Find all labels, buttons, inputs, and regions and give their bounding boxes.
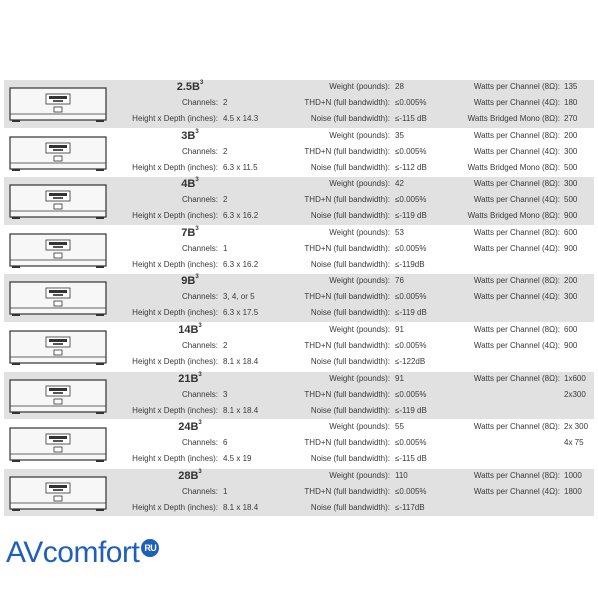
thd-label: THD+N (full bandwidth): xyxy=(304,146,390,156)
hxd-value: 6.3 x 16.2 xyxy=(223,259,259,269)
power-label: Watts per Channel (8Ω): xyxy=(473,82,560,91)
thd-value: ≤0.005% xyxy=(395,486,427,496)
channels-value: 6 xyxy=(223,438,228,448)
thd-label: THD+N (full bandwidth): xyxy=(304,438,390,448)
amplifier-front-image xyxy=(8,230,108,270)
noise-label: Noise (full bandwidth): xyxy=(310,356,390,366)
power-value: 1000 xyxy=(564,470,582,480)
power-value: 200 xyxy=(564,276,578,286)
channels-value: 1 xyxy=(223,243,228,253)
channels-value: 1 xyxy=(223,486,228,496)
power-value: 300 xyxy=(564,292,578,302)
weight-value: 42 xyxy=(395,179,404,189)
thd-label: THD+N (full bandwidth): xyxy=(304,195,390,205)
power-value: 600 xyxy=(564,227,578,237)
power-value: 135 xyxy=(564,82,578,91)
power-label: Watts per Channel (8Ω): xyxy=(473,130,560,140)
noise-label: Noise (full bandwidth): xyxy=(310,308,390,318)
model-name: $9B^3$ xyxy=(181,274,199,288)
model-name: $3B^3$ xyxy=(181,128,199,142)
power-value: 900 xyxy=(564,340,578,350)
thd-label: THD+N (full bandwidth): xyxy=(304,486,390,496)
noise-value: ≤-115 dB xyxy=(395,114,427,123)
weight-value: 91 xyxy=(395,373,404,383)
noise-label: Noise (full bandwidth): xyxy=(310,259,390,269)
hxd-label: Height x Depth (inches): xyxy=(132,162,218,172)
hxd-label: Height x Depth (inches): xyxy=(132,211,218,221)
channels-value: 2 xyxy=(223,98,228,107)
watermark-text: AVcomfort xyxy=(6,536,140,569)
power-label: Watts per Channel (4Ω): xyxy=(473,292,560,302)
thd-label: THD+N (full bandwidth): xyxy=(304,98,390,107)
power-value: 300 xyxy=(564,146,578,156)
hxd-value: 8.1 x 18.4 xyxy=(223,356,259,366)
hxd-value: 8.1 x 18.4 xyxy=(223,405,259,415)
weight-label: Weight (pounds): xyxy=(329,422,390,432)
table-row xyxy=(4,226,594,275)
channels-label: Channels: xyxy=(181,195,218,205)
table-row xyxy=(4,129,594,178)
power-value: 900 xyxy=(564,211,578,221)
noise-value: ≤-119dB xyxy=(395,259,425,269)
weight-value: 91 xyxy=(395,324,404,334)
hxd-label: Height x Depth (inches): xyxy=(132,502,218,512)
power-label: Watts per Channel (4Ω): xyxy=(473,98,560,107)
power-value: 300 xyxy=(564,179,578,189)
power-label: Watts per Channel (8Ω): xyxy=(473,470,560,480)
amplifier-front-image xyxy=(8,278,108,318)
channels-label: Channels: xyxy=(181,486,218,496)
thd-value: ≤0.005% xyxy=(395,98,427,107)
noise-label: Noise (full bandwidth): xyxy=(310,502,390,512)
weight-label: Weight (pounds): xyxy=(329,470,390,480)
power-label: Watts per Channel (8Ω): xyxy=(473,324,560,334)
thd-label: THD+N (full bandwidth): xyxy=(304,243,390,253)
power-value: 1x600 xyxy=(564,373,586,383)
table-row xyxy=(4,372,594,421)
watermark-badge: RU xyxy=(141,539,159,557)
power-label: Watts per Channel (8Ω): xyxy=(473,373,560,383)
amplifier-spec-table xyxy=(4,80,594,517)
weight-label: Weight (pounds): xyxy=(329,130,390,140)
power-label: Watts per Channel (4Ω): xyxy=(473,340,560,350)
channels-label: Channels: xyxy=(181,243,218,253)
weight-label: Weight (pounds): xyxy=(329,373,390,383)
channels-label: Channels: xyxy=(181,438,218,448)
noise-value: ≤-119 dB xyxy=(395,308,427,318)
power-value: 900 xyxy=(564,243,578,253)
thd-value: ≤0.005% xyxy=(395,438,427,448)
noise-label: Noise (full bandwidth): xyxy=(310,211,390,221)
channels-label: Channels: xyxy=(181,389,218,399)
power-label: Watts Bridged Mono (8Ω): xyxy=(467,211,560,221)
model-name: $21B^3$ xyxy=(178,371,202,385)
hxd-value: 6.3 x 17.5 xyxy=(223,308,259,318)
power-value: 2x 300 xyxy=(564,422,589,432)
weight-value: 110 xyxy=(395,470,408,480)
amplifier-front-image xyxy=(8,327,108,367)
table-row xyxy=(4,177,594,226)
power-value: 200 xyxy=(564,130,578,140)
power-value: 1800 xyxy=(564,486,582,496)
power-label: Watts per Channel (4Ω): xyxy=(473,146,560,156)
noise-value: ≤-117dB xyxy=(395,502,425,512)
power-value: 2x300 xyxy=(564,389,586,399)
weight-label: Weight (pounds): xyxy=(329,82,390,91)
channels-value: 2 xyxy=(223,195,228,205)
weight-value: 35 xyxy=(395,130,404,140)
thd-label: THD+N (full bandwidth): xyxy=(304,389,390,399)
power-label: Watts Bridged Mono (8Ω): xyxy=(467,162,560,172)
thd-label: THD+N (full bandwidth): xyxy=(304,292,390,302)
hxd-value: 4.5 x 14.3 xyxy=(223,114,259,123)
power-label: Watts per Channel (8Ω): xyxy=(473,179,560,189)
power-value: 600 xyxy=(564,324,578,334)
thd-label: THD+N (full bandwidth): xyxy=(304,340,390,350)
channels-label: Channels: xyxy=(181,292,218,302)
power-label: Watts Bridged Mono (8Ω): xyxy=(467,114,560,123)
power-label: Watts per Channel (8Ω): xyxy=(473,227,560,237)
weight-value: 55 xyxy=(395,422,404,432)
hxd-label: Height x Depth (inches): xyxy=(132,308,218,318)
noise-value: ≤-119 dB xyxy=(395,405,427,415)
thd-value: ≤0.005% xyxy=(395,292,427,302)
amplifier-front-image xyxy=(8,133,108,173)
amplifier-front-image xyxy=(8,84,108,124)
channels-value: 3 xyxy=(223,389,228,399)
noise-label: Noise (full bandwidth): xyxy=(310,405,390,415)
thd-value: ≤0.005% xyxy=(395,389,427,399)
channels-value: 3, 4, or 5 xyxy=(223,292,255,302)
power-label: Watts per Channel (8Ω): xyxy=(473,422,560,432)
channels-label: Channels: xyxy=(181,340,218,350)
weight-label: Weight (pounds): xyxy=(329,324,390,334)
power-label: Watts per Channel (4Ω): xyxy=(473,486,560,496)
power-value: 270 xyxy=(564,114,578,123)
noise-value: ≤-122dB xyxy=(395,356,426,366)
model-name: $2.5B^3$ xyxy=(176,80,204,93)
power-label: Watts per Channel (8Ω): xyxy=(473,276,560,286)
watermark-logo xyxy=(6,536,159,570)
amplifier-front-image xyxy=(8,473,108,513)
channels-value: 2 xyxy=(223,340,228,350)
power-label: Watts per Channel (4Ω): xyxy=(473,243,560,253)
power-value: 180 xyxy=(564,98,578,107)
table-row xyxy=(4,274,594,323)
table-row xyxy=(4,469,594,518)
weight-label: Weight (pounds): xyxy=(329,179,390,189)
noise-value: ≤-112 dB xyxy=(395,162,427,172)
thd-value: ≤0.005% xyxy=(395,340,427,350)
table-row xyxy=(4,80,594,129)
thd-value: ≤0.005% xyxy=(395,146,427,156)
noise-label: Noise (full bandwidth): xyxy=(310,162,390,172)
hxd-value: 6.3 x 11.5 xyxy=(223,162,258,172)
amplifier-front-image xyxy=(8,376,108,416)
thd-value: ≤0.005% xyxy=(395,243,427,253)
hxd-label: Height x Depth (inches): xyxy=(132,356,218,366)
weight-label: Weight (pounds): xyxy=(329,276,390,286)
weight-value: 76 xyxy=(395,276,404,286)
power-value: 500 xyxy=(564,195,578,205)
power-label: Watts per Channel (4Ω): xyxy=(473,195,560,205)
hxd-value: 6.3 x 16.2 xyxy=(223,211,259,221)
channels-value: 2 xyxy=(223,146,228,156)
channels-label: Channels: xyxy=(181,146,218,156)
hxd-value: 4.5 x 19 xyxy=(223,454,252,464)
noise-label: Noise (full bandwidth): xyxy=(310,454,390,464)
hxd-label: Height x Depth (inches): xyxy=(132,454,218,464)
amplifier-front-image xyxy=(8,424,108,464)
hxd-label: Height x Depth (inches): xyxy=(132,114,218,123)
table-row xyxy=(4,323,594,372)
noise-value: ≤-119 dB xyxy=(395,211,427,221)
hxd-label: Height x Depth (inches): xyxy=(132,259,218,269)
noise-label: Noise (full bandwidth): xyxy=(310,114,390,123)
table-row xyxy=(4,420,594,469)
hxd-label: Height x Depth (inches): xyxy=(132,405,218,415)
model-name: $4B^3$ xyxy=(181,177,199,191)
model-name: $7B^3$ xyxy=(181,225,199,239)
amplifier-front-image xyxy=(8,181,108,221)
noise-value: ≤-115 dB xyxy=(395,454,427,464)
channels-label: Channels: xyxy=(181,98,218,107)
model-name: $14B^3$ xyxy=(178,322,202,336)
power-value: 500 xyxy=(564,162,578,172)
weight-value: 28 xyxy=(395,82,404,91)
model-name: $28B^3$ xyxy=(178,468,202,482)
model-name: $24B^3$ xyxy=(178,420,202,434)
hxd-value: 8.1 x 18.4 xyxy=(223,502,259,512)
weight-label: Weight (pounds): xyxy=(329,227,390,237)
thd-value: ≤0.005% xyxy=(395,195,427,205)
weight-value: 53 xyxy=(395,227,404,237)
power-value: 4x 75 xyxy=(564,438,584,448)
